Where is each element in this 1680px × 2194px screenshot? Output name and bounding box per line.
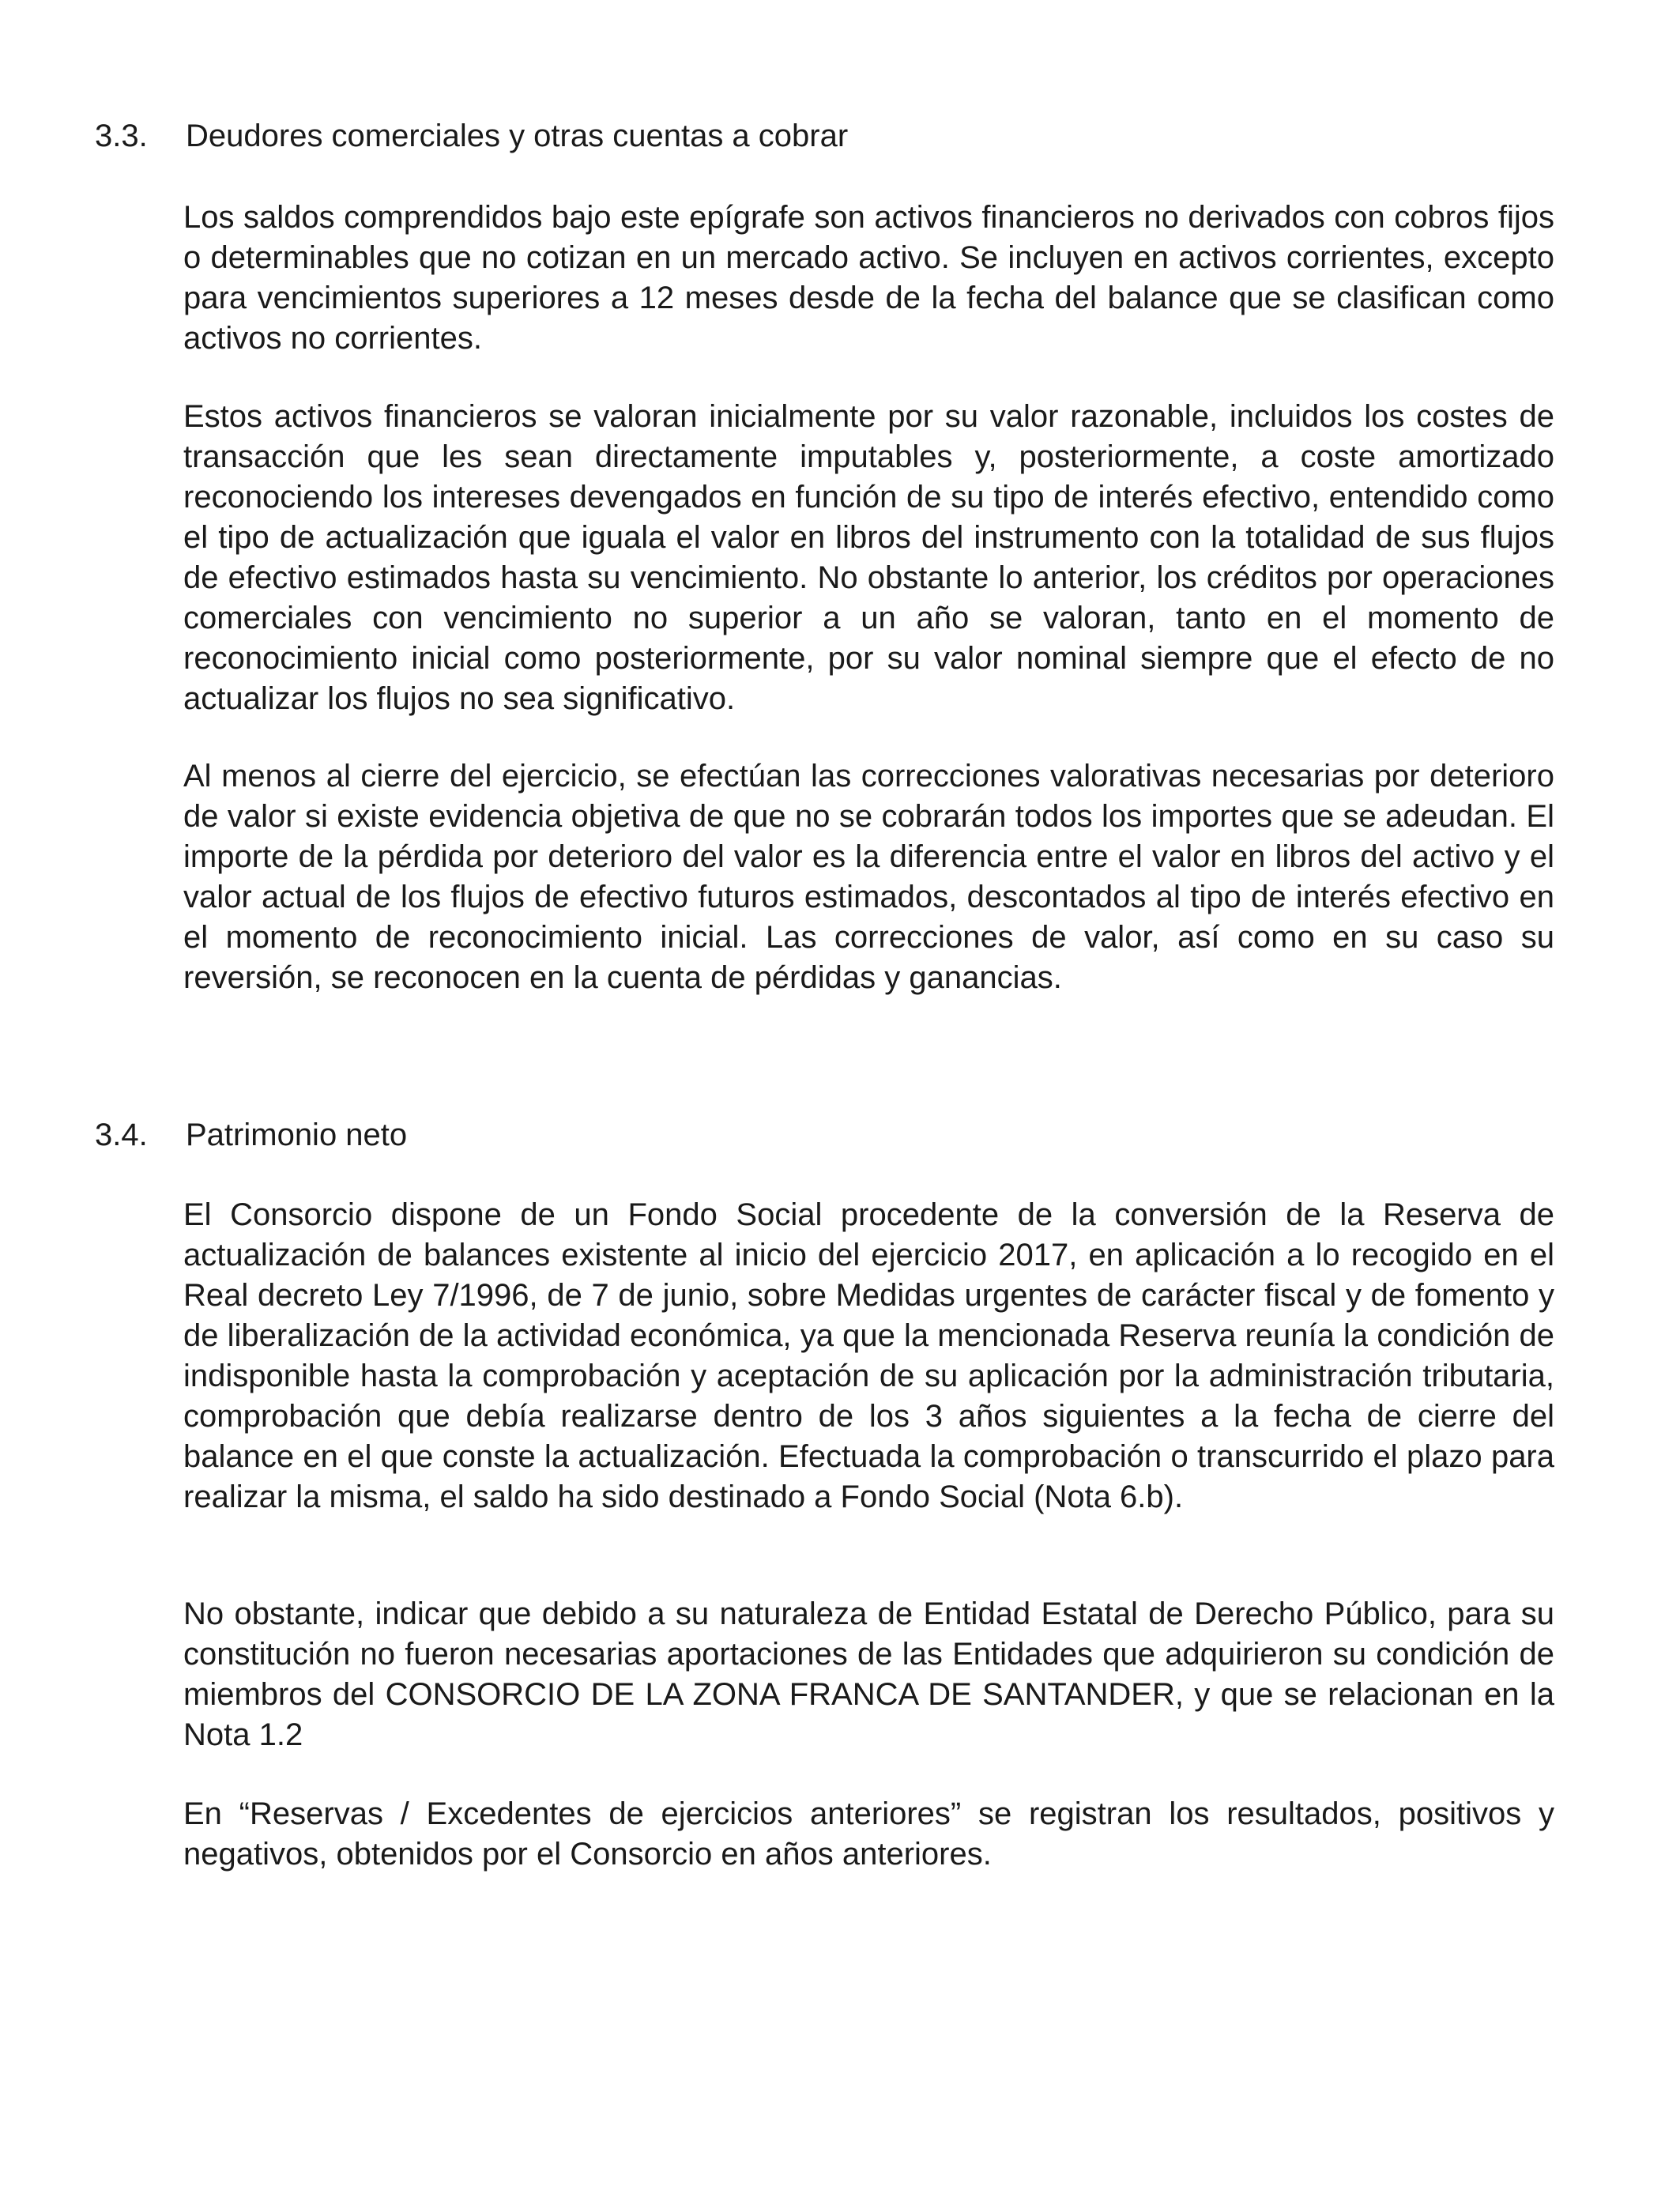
section-heading-3-4 xyxy=(95,1114,407,1155)
section-title: Patrimonio neto xyxy=(186,1118,408,1152)
section-title: Deudores comerciales y otras cuentas a cobrar xyxy=(186,119,849,153)
paragraph: Estos activos financieros se valoran inicialmente por su valor razonable, incluidos los costes de transacción que les sean directamente imputables y, posteriormente, a coste amortizado reconociendo los intereses devengados en función de su tipo de interés efectivo, entendido como el tipo de actualización que iguala el valor en libros del instrumento con la totalidad de sus flujos de efectivo estimados hasta su vencimiento. No obstante lo anterior, los créditos por operaciones comerciales con vencimiento no superior a un año se valoran, tanto en el momento de reconocimiento inicial como posteriormente, por su valor nominal siempre que el efecto de no actualizar los flujos no sea significativo. xyxy=(183,399,1554,716)
section-number: 3.4. xyxy=(95,1118,148,1152)
section-number: 3.3. xyxy=(95,119,148,153)
paragraph: El Consorcio dispone de un Fondo Social procedente de la conversión de la Reserva de actualización de balances existente al inicio del ejercicio 2017, en aplicación a lo recogido en el Real decreto Ley 7/1996, de 7 de junio, sobre Medidas urgentes de carácter fiscal y de fomento y de liberalización de la actividad económica, ya que la mencionada Reserva reunía la condición de indisponible hasta la comprobación y aceptación de su aplicación por la administración tributaria, comprobación que debía realizarse dentro de los 3 años siguientes a la fecha de cierre del balance en el que conste la actualización. Efectuada la comprobación o transcurrido el plazo para realizar la misma, el saldo ha sido destinado a Fondo Social (Nota 6.b). xyxy=(183,1197,1554,1514)
paragraph: Los saldos comprendidos bajo este epígrafe son activos financieros no derivados con cobros fijos o determinables que no cotizan en un mercado activo. Se incluyen en activos corrientes, excepto para vencimientos superiores a 12 meses desde de la fecha del balance que se clasifican como activos no corrientes. xyxy=(183,200,1554,356)
paragraph: En “Reservas / Excedentes de ejercicios anteriores” se registran los resultados, positivos y negativos, obtenidos por el Consorcio en años anteriores. xyxy=(183,1796,1554,1872)
paragraph: Al menos al cierre del ejercicio, se efectúan las correcciones valorativas necesarias por deterioro de valor si existe evidencia objetiva de que no se cobrarán todos los importes que se adeudan. El importe de la pérdida por deterioro del valor es la diferencia entre el valor en libros del activo y el valor actual de los flujos de efectivo futuros estimados, descontados al tipo de interés efectivo en el momento de reconocimiento inicial. Las correcciones de valor, así como en su caso su reversión, se reconocen en la cuenta de pérdidas y ganancias. xyxy=(183,759,1554,995)
paragraph: No obstante, indicar que debido a su naturaleza de Entidad Estatal de Derecho Público, para su constitución no fueron necesarias aportaciones de las Entidades que adquirieron su condición de miembros del CONSORCIO DE LA ZONA FRANCA DE SANTANDER, y que se relacionan en la Nota 1.2 xyxy=(183,1596,1554,1752)
section-heading-3-3 xyxy=(95,115,848,156)
